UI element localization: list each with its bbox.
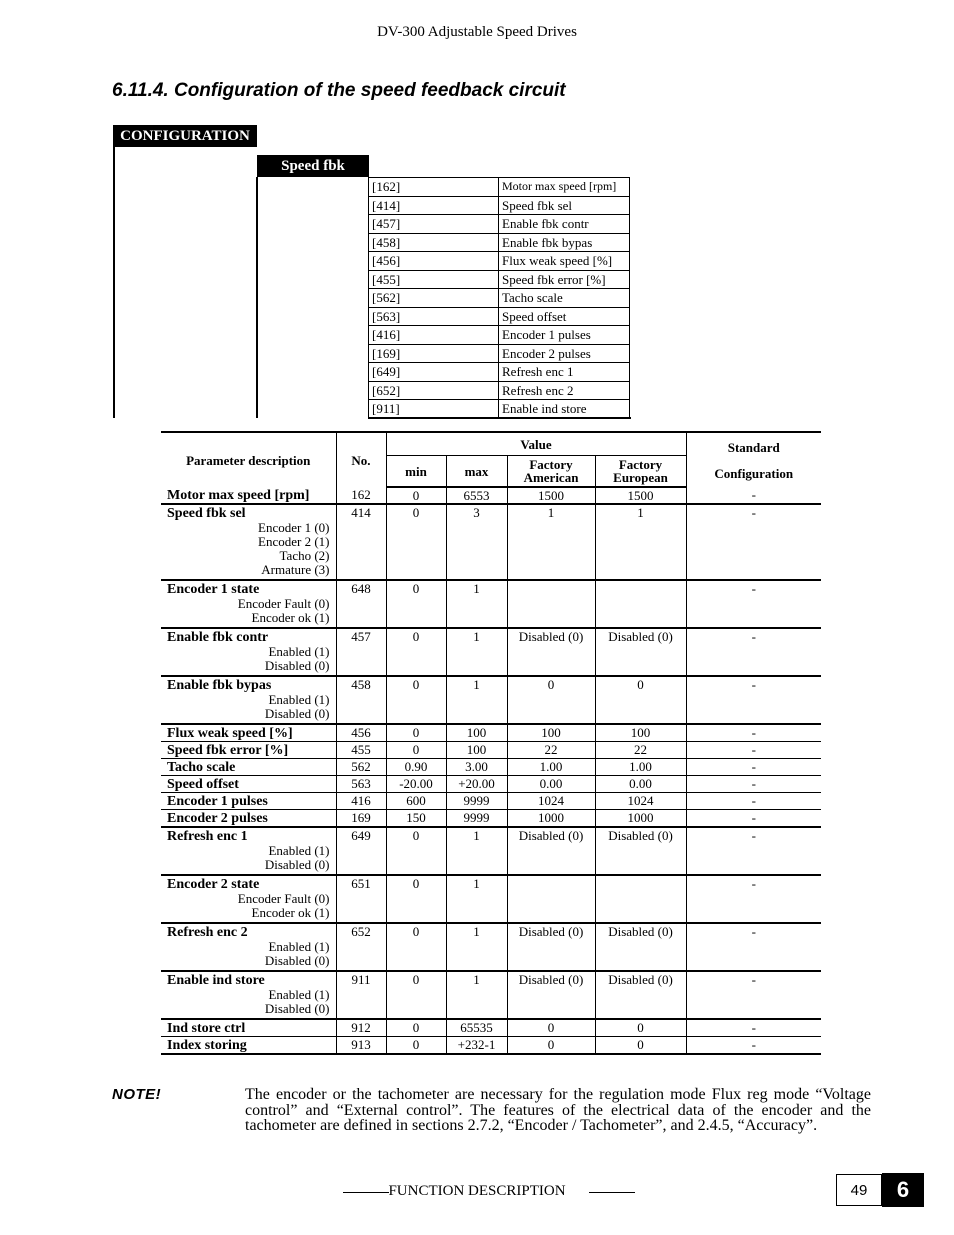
param-option: Tacho (2) [279, 548, 330, 563]
param-standard-config: - [686, 676, 821, 724]
param-option: Armature (3) [261, 562, 330, 577]
header-factory-american-line1: Factory [529, 457, 573, 472]
param-standard-config: - [686, 793, 821, 810]
param-name: Enable fbk bypas [167, 678, 272, 693]
param-name: Encoder 1 pulses [167, 794, 268, 809]
menu-item [369, 252, 630, 271]
param-option: Enabled (1) [268, 644, 330, 659]
menu-parameter-list [368, 177, 630, 419]
param-min: 0 [386, 1037, 446, 1055]
param-factory-american: 0 [507, 676, 595, 724]
menu-item [369, 363, 630, 382]
menu-item [369, 326, 630, 345]
param-standard-config: - [686, 742, 821, 759]
param-min: 0 [386, 676, 446, 724]
param-max: 1 [446, 676, 507, 724]
param-factory-american: Disabled (0) [507, 923, 595, 971]
param-standard-config: - [686, 1019, 821, 1037]
menu-item-code: [169] [369, 344, 499, 363]
param-number: 651 [336, 875, 386, 923]
menu-item-name: Speed fbk error [%] [499, 270, 630, 289]
param-option: Encoder Fault (0) [237, 596, 330, 611]
table-row [161, 504, 821, 580]
param-factory-european: Disabled (0) [595, 923, 686, 971]
param-max: 100 [446, 724, 507, 742]
param-number: 652 [336, 923, 386, 971]
param-max: 3.00 [446, 759, 507, 776]
param-number: 162 [336, 487, 386, 504]
menu-item-code: [457] [369, 215, 499, 234]
param-option: Disabled (0) [264, 857, 330, 872]
menu-item [369, 215, 630, 234]
menu-item [369, 289, 630, 308]
menu-item [369, 233, 630, 252]
param-option: Enabled (1) [268, 987, 330, 1002]
menu-item-name: Enable ind store [499, 400, 630, 419]
header-factory-european-line1: Factory [618, 457, 663, 472]
param-max: 1 [446, 580, 507, 628]
param-standard-config: - [686, 827, 821, 875]
table-row [161, 676, 821, 724]
menu-item-code: [414] [369, 196, 499, 215]
param-name: Speed fbk sel [167, 506, 246, 521]
page-number: 49 [836, 1174, 882, 1206]
menu-tree-line [113, 147, 115, 418]
param-standard-config: - [686, 487, 821, 504]
param-number: 648 [336, 580, 386, 628]
section-title: 6.11.4. Configuration of the speed feedback circuit [112, 80, 566, 101]
table-row [161, 875, 821, 923]
param-min: 0 [386, 827, 446, 875]
header-standard-line1: Standard [727, 439, 780, 455]
param-option: Enabled (1) [268, 692, 330, 707]
param-number: 649 [336, 827, 386, 875]
menu-item-name: Encoder 2 pulses [499, 344, 630, 363]
param-standard-config: - [686, 580, 821, 628]
param-factory-european: Disabled (0) [595, 827, 686, 875]
param-factory-american: Disabled (0) [507, 628, 595, 676]
param-option: Disabled (0) [264, 658, 330, 673]
param-factory-american: 0.00 [507, 776, 595, 793]
param-factory-american [507, 875, 595, 923]
param-description [161, 810, 336, 828]
menu-item-name: Tacho scale [499, 289, 630, 308]
table-row [161, 628, 821, 676]
menu-item-code: [455] [369, 270, 499, 289]
param-description [161, 504, 336, 580]
param-factory-american: 1500 [507, 487, 595, 504]
param-factory-european: 1000 [595, 810, 686, 828]
table-row [161, 724, 821, 742]
param-description [161, 776, 336, 793]
param-max: 9999 [446, 793, 507, 810]
table-row [161, 923, 821, 971]
param-description [161, 759, 336, 776]
param-max: 1 [446, 827, 507, 875]
param-factory-american: Disabled (0) [507, 827, 595, 875]
menu-item [369, 381, 630, 400]
header-min: min [386, 456, 446, 488]
menu-item-code: [162] [369, 178, 499, 197]
running-header: DV-300 Adjustable Speed Drives [377, 24, 577, 40]
param-factory-american: 100 [507, 724, 595, 742]
menu-item-name: Speed fbk sel [499, 196, 630, 215]
param-max: 1 [446, 628, 507, 676]
param-factory-european: 0 [595, 1019, 686, 1037]
param-max: 9999 [446, 810, 507, 828]
param-name: Index storing [167, 1038, 247, 1053]
table-row [161, 742, 821, 759]
param-number: 457 [336, 628, 386, 676]
param-factory-european: 1.00 [595, 759, 686, 776]
param-number: 458 [336, 676, 386, 724]
param-min: 0 [386, 487, 446, 504]
param-name: Refresh enc 1 [167, 829, 248, 844]
param-factory-european: 0.00 [595, 776, 686, 793]
param-max: 1 [446, 875, 507, 923]
param-description [161, 923, 336, 971]
param-option: Enabled (1) [268, 843, 330, 858]
param-option: Encoder Fault (0) [237, 891, 330, 906]
param-number: 911 [336, 971, 386, 1019]
param-name: Tacho scale [167, 760, 236, 775]
param-max: 1 [446, 923, 507, 971]
param-option: Encoder ok (1) [251, 905, 330, 920]
param-factory-american: 1.00 [507, 759, 595, 776]
param-max: +20.00 [446, 776, 507, 793]
param-description [161, 742, 336, 759]
table-row [161, 810, 821, 828]
menu-item-code: [649] [369, 363, 499, 382]
param-description [161, 628, 336, 676]
table-row [161, 1037, 821, 1055]
menu-list-bottom-border [368, 417, 631, 419]
header-standard-line2: Configuration [714, 465, 794, 481]
param-description [161, 971, 336, 1019]
param-description [161, 1019, 336, 1037]
menu-item [369, 307, 630, 326]
parameter-table [161, 431, 821, 1055]
param-name: Speed offset [167, 777, 239, 792]
param-standard-config: - [686, 810, 821, 828]
header-factory-american [507, 456, 595, 488]
param-factory-european [595, 875, 686, 923]
param-min: -20.00 [386, 776, 446, 793]
header-factory-european [595, 456, 686, 488]
menu-item-code: [563] [369, 307, 499, 326]
param-option: Enabled (1) [268, 939, 330, 954]
menu-tree-line [256, 177, 258, 418]
param-min: 0.90 [386, 759, 446, 776]
menu-item-name: Motor max speed [rpm] [499, 178, 630, 197]
menu-root-configuration: CONFIGURATION [113, 125, 257, 147]
param-factory-european: 1 [595, 504, 686, 580]
param-standard-config: - [686, 504, 821, 580]
param-factory-european [595, 580, 686, 628]
note-text: The encoder or the tachometer are necessary for the regulation mode Flux reg mode “Voltage control” and “External control”. The features of the electrical data of the encoder and the tachometer are defined in sections 2.7.2, “Encoder / Tachometer”, and 2.4.5, “Accuracy”. [245, 1086, 871, 1134]
param-description [161, 580, 336, 628]
param-factory-american: 1000 [507, 810, 595, 828]
table-row [161, 776, 821, 793]
table-row [161, 487, 821, 504]
menu-item-name: Refresh enc 2 [499, 381, 630, 400]
param-number: 913 [336, 1037, 386, 1055]
param-factory-american: 0 [507, 1037, 595, 1055]
table-row [161, 971, 821, 1019]
menu-item [369, 270, 630, 289]
param-min: 150 [386, 810, 446, 828]
table-row [161, 759, 821, 776]
param-max: 100 [446, 742, 507, 759]
header-value: Value [386, 432, 686, 456]
menu-item-code: [911] [369, 400, 499, 419]
param-number: 416 [336, 793, 386, 810]
note-label: NOTE! [112, 1086, 162, 1103]
param-description [161, 676, 336, 724]
param-factory-european: 22 [595, 742, 686, 759]
header-parameter-description: Parameter description [161, 432, 336, 487]
param-max: 3 [446, 504, 507, 580]
param-standard-config: - [686, 923, 821, 971]
table-row [161, 827, 821, 875]
param-name: Speed fbk error [%] [167, 743, 289, 758]
param-min: 0 [386, 628, 446, 676]
param-number: 912 [336, 1019, 386, 1037]
param-number: 169 [336, 810, 386, 828]
param-min: 0 [386, 580, 446, 628]
param-factory-european: 1500 [595, 487, 686, 504]
menu-item [369, 196, 630, 215]
menu-item-name: Encoder 1 pulses [499, 326, 630, 345]
param-factory-european: Disabled (0) [595, 628, 686, 676]
param-name: Encoder 1 state [167, 582, 260, 597]
param-min: 0 [386, 724, 446, 742]
param-name: Encoder 2 state [167, 877, 260, 892]
param-number: 414 [336, 504, 386, 580]
param-min: 0 [386, 875, 446, 923]
param-standard-config: - [686, 776, 821, 793]
param-option: Disabled (0) [264, 1001, 330, 1016]
param-standard-config: - [686, 971, 821, 1019]
menu-item-name: Speed offset [499, 307, 630, 326]
param-name: Refresh enc 2 [167, 925, 248, 940]
param-min: 0 [386, 504, 446, 580]
param-standard-config: - [686, 724, 821, 742]
param-description [161, 724, 336, 742]
param-number: 563 [336, 776, 386, 793]
param-factory-european: 1024 [595, 793, 686, 810]
param-description [161, 487, 336, 504]
param-name: Enable fbk contr [167, 630, 269, 645]
header-standard-configuration [686, 432, 821, 487]
param-option: Disabled (0) [264, 953, 330, 968]
menu-sub-speed-fbk: Speed fbk [257, 155, 369, 177]
param-description [161, 793, 336, 810]
param-factory-american: 1 [507, 504, 595, 580]
menu-item [369, 344, 630, 363]
menu-item-code: [652] [369, 381, 499, 400]
param-name: Enable ind store [167, 973, 265, 988]
param-max: 6553 [446, 487, 507, 504]
param-standard-config: - [686, 1037, 821, 1055]
menu-item [369, 400, 630, 419]
menu-item-name: Enable fbk contr [499, 215, 630, 234]
param-standard-config: - [686, 759, 821, 776]
table-row [161, 580, 821, 628]
param-min: 600 [386, 793, 446, 810]
param-min: 0 [386, 1019, 446, 1037]
param-description [161, 1037, 336, 1055]
param-factory-european: 100 [595, 724, 686, 742]
param-description [161, 827, 336, 875]
param-standard-config: - [686, 628, 821, 676]
param-factory-american: Disabled (0) [507, 971, 595, 1019]
param-name: Motor max speed [rpm] [167, 488, 310, 503]
menu-item-name: Flux weak speed [%] [499, 252, 630, 271]
menu-item-name: Enable fbk bypas [499, 233, 630, 252]
menu-item-code: [416] [369, 326, 499, 345]
param-min: 0 [386, 923, 446, 971]
menu-item-code: [458] [369, 233, 499, 252]
param-factory-american [507, 580, 595, 628]
param-factory-american: 1024 [507, 793, 595, 810]
param-number: 455 [336, 742, 386, 759]
param-max: 65535 [446, 1019, 507, 1037]
param-option: Encoder 1 (0) [258, 520, 330, 535]
param-factory-european: Disabled (0) [595, 971, 686, 1019]
param-standard-config: - [686, 875, 821, 923]
param-min: 0 [386, 742, 446, 759]
param-option: Encoder 2 (1) [258, 534, 330, 549]
chapter-tab: 6 [882, 1173, 924, 1207]
param-factory-european: 0 [595, 676, 686, 724]
param-option: Encoder ok (1) [251, 610, 330, 625]
param-name: Ind store ctrl [167, 1021, 246, 1036]
param-number: 456 [336, 724, 386, 742]
param-name: Encoder 2 pulses [167, 811, 268, 826]
table-row [161, 793, 821, 810]
table-row [161, 1019, 821, 1037]
param-factory-european: 0 [595, 1037, 686, 1055]
header-no: No. [336, 432, 386, 487]
menu-item [369, 178, 630, 197]
param-option: Disabled (0) [264, 706, 330, 721]
header-factory-american-line2: American [523, 470, 579, 485]
param-name: Flux weak speed [%] [167, 726, 293, 741]
header-max: max [446, 456, 507, 488]
param-number: 562 [336, 759, 386, 776]
param-min: 0 [386, 971, 446, 1019]
menu-item-code: [562] [369, 289, 499, 308]
param-factory-american: 22 [507, 742, 595, 759]
footer-rule-right [589, 1192, 635, 1193]
param-max: 1 [446, 971, 507, 1019]
menu-item-code: [456] [369, 252, 499, 271]
header-factory-european-line2: European [613, 470, 668, 485]
param-max: +232-1 [446, 1037, 507, 1055]
footer-section-name: FUNCTION DESCRIPTION [388, 1183, 566, 1199]
menu-item-name: Refresh enc 1 [499, 363, 630, 382]
param-factory-american: 0 [507, 1019, 595, 1037]
param-description [161, 875, 336, 923]
